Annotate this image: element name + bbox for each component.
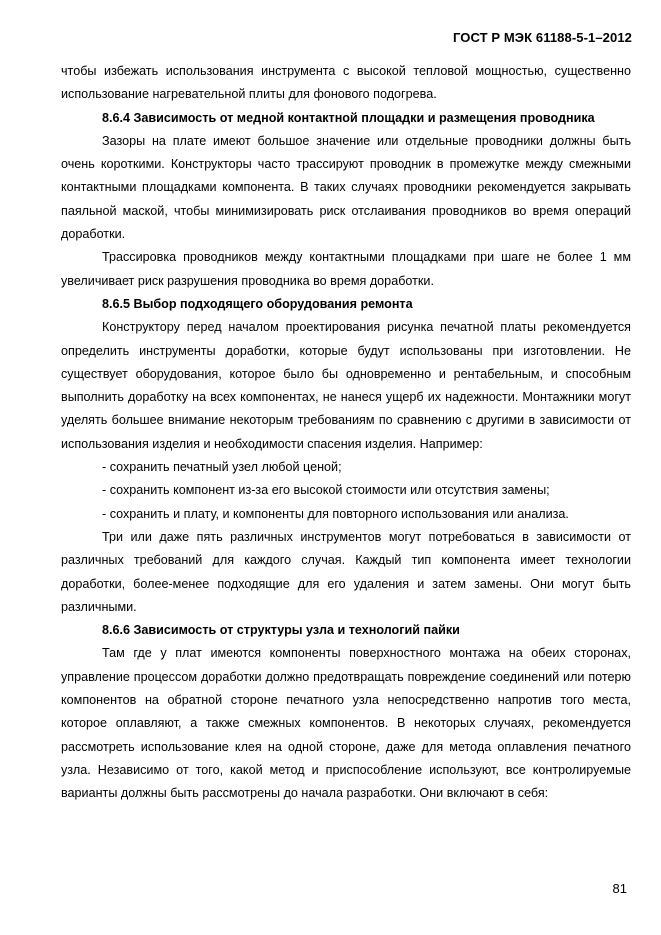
- section-heading-8-6-6: 8.6.6 Зависимость от структуры узла и технологий пайки: [102, 623, 460, 638]
- paragraph-clearances: Зазоры на плате имеют большое значение или отдельные проводники должны быть очень короткими. Конструкторы часто трассируют проводник в промежутке между смежными контактными площадками компонента. В таких случаях проводники рекомендуется закрывать паяльной маской, чтобы минимизировать риск отслаивания проводников во время операций доработки.: [61, 133, 631, 242]
- paragraph-trace-routing: Трассировка проводников между контактными площадками при шаге не более 1 мм увеличивает риск разрушения проводника во время доработки.: [61, 250, 631, 288]
- list-item-save-assembly: - сохранить печатный узел любой ценой;: [102, 460, 342, 475]
- paragraph-double-sided: Там где у плат имеются компоненты поверхностного монтажа на обеих сторонах, управление процессом доработки должно предотвращать повреждение соединений или потерю компонентов на обратной стороне печатного узла непосредственно напротив того места, которое оплавляют, а также смежных компонентов. В некоторых случаях, рекомендуется рассмотреть использование клея на одной стороне, даже для метода оплавления печатного узла. Независимо от того, какой метод и приспособление используют, все контролируемые варианты должны быть рассмотрены до начала разработки. Они включают в себя:: [61, 646, 631, 801]
- section-heading-8-6-5: 8.6.5 Выбор подходящего оборудования ремонта: [102, 296, 413, 311]
- list-item-save-component: - сохранить компонент из-за его высокой стоимости или отсутствия замены;: [102, 483, 550, 498]
- paragraph-continuation: чтобы избежать использования инструмента с высокой тепловой мощностью, существенно использование нагревательной плиты для фонового подогрева.: [61, 64, 631, 102]
- section-heading-8-6-4: 8.6.4 Зависимость от медной контактной площадки и размещения проводника: [102, 110, 595, 125]
- document-body: [61, 60, 631, 806]
- document-header: ГОСТ Р МЭК 61188-5-1–2012: [452, 30, 632, 45]
- page-number: 81: [612, 881, 627, 896]
- paragraph-tool-selection: Конструктору перед началом проектирования рисунка печатной платы рекомендуется определить инструменты доработки, которые будут использованы при изготовлении. Не существует оборудования, которое было бы одновременно и рентабельным, и способным выполнить доработку на всех компонентах, не нанеся ущерб их надежности. Монтажники могут уделять большее внимание некоторым требованиям по сравнению с другими в зависимости от использования изделия и необходимости спасения изделия. Например:: [61, 320, 631, 451]
- list-item-save-board: - сохранить и плату, и компоненты для повторного использования или анализа.: [102, 506, 569, 521]
- paragraph-multiple-tools: Три или даже пять различных инструментов могут потребоваться в зависимости от различных требований для каждого случая. Каждый тип компонента имеет технологии доработки, более-менее подходящие для его удаления и затем замены. Они могут быть различными.: [61, 529, 631, 614]
